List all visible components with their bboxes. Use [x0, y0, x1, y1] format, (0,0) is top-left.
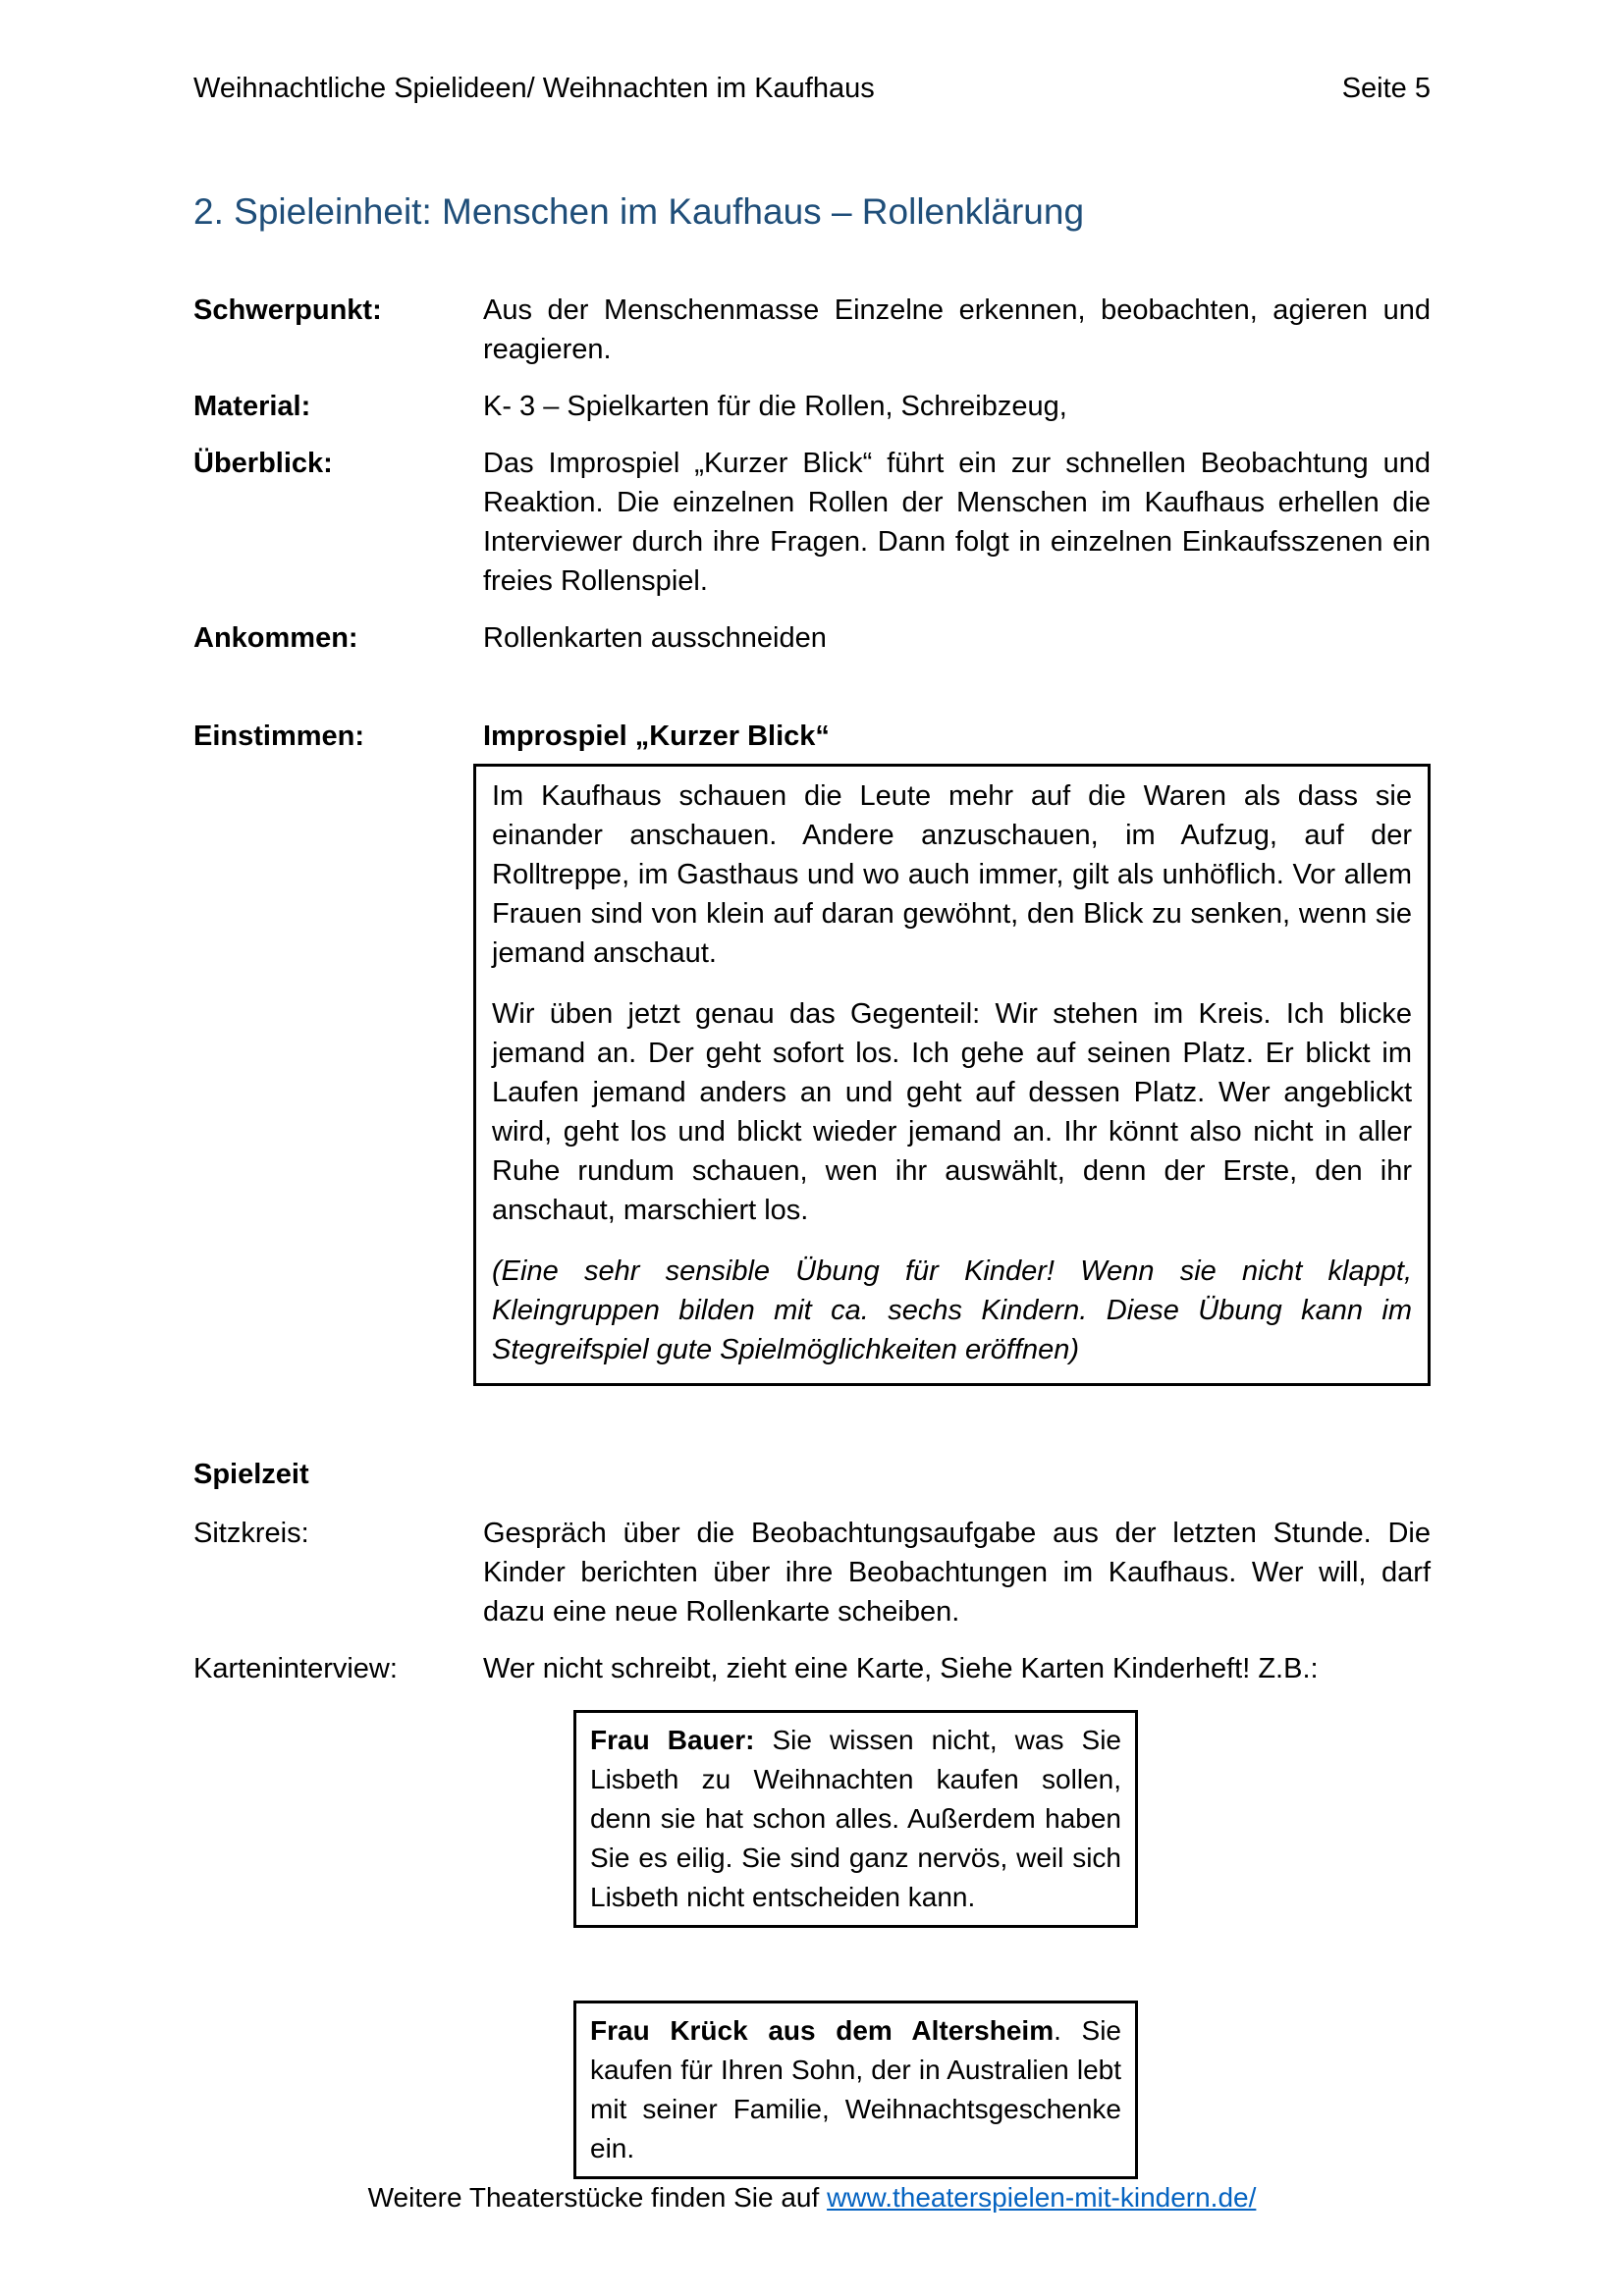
karteninterview-text: Wer nicht schreibt, zieht eine Karte, Siehe Karten Kinderheft! Z.B.: — [483, 1653, 1319, 1684]
ueberblick-label: Überblick: — [193, 448, 333, 479]
sitzkreis-text: Gespräch über die Beobachtungsaufgabe aus der letzten Stunde. Die Kinder berichten über ihre Beobachtungen im Kaufhaus. Wer will, darf dazu eine neue Rollenkarte scheiben. — [483, 1518, 1431, 1628]
einstimmen-text: Improspiel „Kurzer Blick“ — [483, 721, 830, 752]
ueberblick-text: Das Improspiel „Kurzer Blick“ führt ein zur schnellen Beobachtung und Reaktion. Die einzelnen Rollen der Menschen im Kaufhaus erhellen die Interviewer durch ihre Fragen. Dann folgt in einzelnen Einkaufsszenen ein freies Rollenspiel. — [483, 448, 1431, 597]
footer-text: Weitere Theaterstücke finden Sie auf — [367, 2182, 828, 2213]
row-ankommen — [193, 618, 1431, 658]
row-einstimmen — [193, 717, 1431, 756]
einstimmen-label: Einstimmen: — [193, 721, 365, 752]
role-card-frau-krueck — [573, 2001, 1138, 2179]
ankommen-label: Ankommen: — [193, 622, 358, 654]
row-sitzkreis — [193, 1514, 1431, 1631]
impro-box-paragraph-3: (Eine sehr sensible Übung für Kinder! Wenn sie nicht klappt, Kleingruppen bilden mit ca. sechs Kindern. Diese Übung kann im Stegreifspiel gute Spielmöglichkeiten eröffnen) — [492, 1255, 1412, 1365]
page-header — [193, 69, 1431, 108]
row-ueberblick — [193, 444, 1431, 601]
role-card-text: Sie wissen nicht, was Sie Lisbeth zu Weihnachten kaufen sollen, denn sie hat schon alles. Außerdem haben Sie es eilig. Sie sind ganz nervös, weil sich Lisbeth nicht entscheiden kann. — [590, 1725, 1121, 1912]
impro-box — [473, 764, 1431, 1386]
document-title: Weihnachtliche Spielideen/ Weihnachten im Kaufhaus — [193, 73, 875, 104]
section-heading: 2. Spieleinheit: Menschen im Kaufhaus – Rollenklärung — [193, 191, 1085, 232]
schwerpunkt-text: Aus der Menschenmasse Einzelne erkennen, beobachten, agieren und reagieren. — [483, 294, 1431, 365]
material-label: Material: — [193, 391, 311, 422]
sitzkreis-label: Sitzkreis: — [193, 1518, 309, 1549]
role-card-title: Frau Bauer: — [590, 1725, 755, 1755]
row-schwerpunkt — [193, 291, 1431, 369]
role-card-title: Frau Krück aus dem Altersheim — [590, 2015, 1055, 2046]
impro-box-paragraph-2: Wir üben jetzt genau das Gegenteil: Wir stehen im Kreis. Ich blicke jemand an. Der geht sofort los. Ich gehe auf seinen Platz. Er blickt im Laufen jemand anders an und geht auf dessen Platz. Wer angeblickt wird, geht los und blickt wieder jemand an. Ihr könnt also nicht in aller Ruhe rundum schauen, wen ihr auswählt, denn der Erste, den ihr anschaut, marschiert los. — [492, 998, 1412, 1226]
ankommen-text: Rollenkarten ausschneiden — [483, 622, 827, 654]
footer-link[interactable]: www.theaterspielen-mit-kindern.de/ — [827, 2182, 1257, 2213]
material-text: K- 3 – Spielkarten für die Rollen, Schreibzeug, — [483, 391, 1067, 422]
role-card-text: . Sie kaufen für Ihren Sohn, der in Australien lebt mit seiner Familie, Weihnachtsgeschenke ein. — [590, 2015, 1121, 2163]
row-material — [193, 387, 1431, 426]
role-card-frau-bauer — [573, 1710, 1138, 1928]
page-footer — [0, 2180, 1624, 2216]
schwerpunkt-label: Schwerpunkt: — [193, 294, 382, 326]
impro-box-paragraph-1: Im Kaufhaus schauen die Leute mehr auf die Waren als dass sie einander anschauen. Andere anzuschauen, im Aufzug, auf der Rolltreppe, im Gasthaus und wo auch immer, gilt als unhöflich. Vor allem Frauen sind von klein auf daran gewöhnt, den Blick zu senken, wenn sie jemand anschaut. — [492, 780, 1412, 969]
karteninterview-label: Karteninterview: — [193, 1653, 398, 1684]
row-impro-box — [193, 764, 1431, 1386]
spielzeit-heading: Spielzeit — [193, 1459, 309, 1490]
page-number: Seite 5 — [1341, 73, 1431, 104]
row-karteninterview — [193, 1649, 1431, 1688]
